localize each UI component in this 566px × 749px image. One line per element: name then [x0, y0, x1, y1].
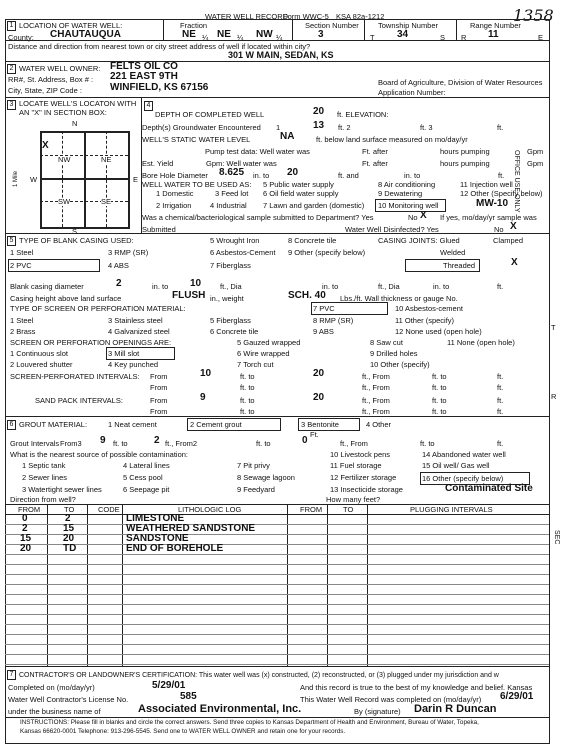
business-label: under the business name of	[8, 707, 101, 716]
depth-value: 20	[313, 106, 325, 117]
license-label: Water Well Contractor's License No.	[8, 695, 129, 704]
src-feedyard: 9 Feedyard	[237, 485, 275, 494]
casing-weight-label: in., weight	[210, 294, 244, 303]
casing-height: FLUSH	[172, 290, 206, 301]
locate-label-2: AN "X" IN SECTION BOX:	[19, 108, 107, 117]
log-header-from: FROM	[18, 505, 41, 514]
side-t: T	[551, 323, 556, 332]
form-number: Form WWC-5	[283, 12, 329, 21]
casing-diameter-label: Blank casing diameter	[10, 282, 84, 291]
bore-diameter: 8.625	[219, 167, 245, 178]
src-fertilizer: 12 Fertilizer storage	[330, 473, 397, 482]
sand-from-value: 9	[200, 392, 206, 403]
src-abandoned: 14 Abandoned water well	[422, 450, 506, 459]
use-public-supply: 5 Public water supply	[263, 180, 334, 189]
log-row-3-from: 15	[20, 533, 32, 544]
quarter-3-frac: ¼	[276, 33, 283, 42]
log-rule-line	[5, 544, 549, 545]
screen-fiberglass: 5 Fiberglass	[210, 316, 251, 325]
screen-galvanized: 4 Galvanized steel	[108, 327, 170, 336]
chem-no: No	[408, 213, 418, 222]
log-rule-line	[5, 524, 549, 525]
use-domestic: 1 Domestic	[156, 189, 194, 198]
use-feed-lot: 3 Feed lot	[215, 189, 249, 198]
chem-if-yes: If yes, mo/day/yr sample was	[440, 213, 537, 222]
log-row-1-to: 2	[65, 513, 71, 524]
township-t: T	[370, 33, 375, 42]
one-mile-label: 1 Mile	[13, 170, 20, 188]
quadrant-nw: NW	[58, 155, 71, 164]
grout-to2-value: 0	[302, 435, 308, 446]
casing-rmp: 3 RMP (SR)	[108, 248, 149, 257]
contamination-label: What is the nearest source of possible contamination:	[10, 450, 189, 459]
owner-address: 221 EAST 9TH	[110, 71, 178, 82]
screen-intervals-label: SCREEN-PERFORATED INTERVALS:	[10, 372, 140, 381]
log-header-to: TO	[64, 505, 75, 514]
casing-in-to-3: in. to	[433, 282, 450, 291]
county-value: CHAUTAUQUA	[50, 29, 121, 40]
sand-to-value: 20	[313, 392, 325, 403]
section-2-number: 2	[7, 64, 16, 74]
sand2-ft-to-2: ft. to	[432, 407, 447, 416]
log-row-2-lithology: WEATHERED SANDSTONE	[126, 523, 256, 534]
casing-ft-dia: ft., Dia	[220, 282, 242, 291]
joint-threaded: Threaded	[443, 261, 476, 270]
depth-label: DEPTH OF COMPLETED WELL	[155, 110, 265, 119]
section-6-number: 6	[7, 420, 16, 430]
log-row-4-to: TD	[63, 543, 77, 554]
groundwater-1-num: 1	[276, 123, 281, 132]
section-1-number: 1	[7, 21, 16, 31]
location-x-mark: X	[42, 140, 49, 151]
grout-bentonite: 3 Bentonite	[301, 420, 339, 429]
log-rule-line	[5, 554, 549, 555]
bore-ft-and: ft. and	[338, 171, 359, 180]
locate-label-1: LOCATE WELL'S LOCATON WITH	[19, 99, 137, 108]
use-irrigation: 2 Irrigation	[156, 201, 192, 210]
log-row-1-from: 0	[22, 513, 28, 524]
log-row-1-lithology: LIMESTONE	[126, 513, 185, 524]
opening-drilled: 9 Drilled holes	[370, 349, 418, 358]
casing-fiberglass: 7 Fiberglass	[210, 261, 251, 270]
township-number: 34	[397, 29, 409, 40]
true-text: And this record is true to the best of my knowledge and belief. Kansas	[300, 683, 533, 692]
record-completed-label: This Water Well Record was completed on (mo/day/yr)	[300, 695, 482, 704]
city-label: City, State, ZIP Code :	[8, 86, 82, 95]
sand2-ft: ft.	[497, 407, 504, 416]
office-use-only-label: OFFICE USE ONLY	[513, 150, 520, 213]
spi-ft-from: ft., From	[362, 372, 390, 381]
screen-rmp: 8 RMP (SR)	[313, 316, 354, 325]
screen-asbestos: 10 Asbestos-cement	[395, 304, 463, 313]
township-label: Township Number	[378, 21, 439, 30]
board-label: Board of Agriculture, Division of Water Resources	[378, 78, 543, 87]
opening-none: 11 None (open hole)	[447, 338, 515, 347]
grout-from2: ft., From2	[165, 439, 198, 448]
joint-clamped: Clamped	[493, 236, 524, 245]
grout-intervals-label: Grout Intervals	[10, 439, 60, 448]
casing-asbestos: 6 Asbestos-Cement	[210, 248, 276, 257]
log-rule-line	[5, 624, 549, 625]
range-number: 11	[488, 29, 499, 40]
grout-cement-grout: 2 Cement grout	[190, 420, 242, 429]
instructions-line-2: Kansas 66620-0001 Telephone: 913-296-5545. Send one to WATER WELL OWNER and retain one for your records.	[20, 728, 346, 735]
src-insecticide: 13 Insecticide storage	[330, 485, 403, 494]
record-completed-date: 6/29/01	[500, 691, 534, 702]
casing-diameter: 2	[116, 278, 122, 289]
completed-date: 5/29/01	[152, 680, 186, 691]
section-5-number: 5	[7, 236, 16, 246]
src-sewage-lagoon: 8 Sewage lagoon	[237, 473, 295, 482]
casing-depth: 10	[190, 278, 202, 289]
sand2-from: From	[150, 407, 168, 416]
sand-ft-from: ft., From	[362, 396, 390, 405]
owner-name: FELTS OIL CO	[110, 61, 178, 72]
casing-lbs: Lbs./ft. Wall thickness or gauge No.	[340, 294, 458, 303]
src-septic: 1 Septic tank	[22, 461, 66, 470]
compass-w: W	[30, 175, 38, 184]
threaded-mark: X	[511, 257, 518, 268]
grout-neat-cement: 1 Neat cement	[108, 420, 157, 429]
range-label: Range Number	[470, 21, 521, 30]
quadrant-se: SE	[101, 197, 112, 206]
sand2-ft-to: ft. to	[240, 407, 255, 416]
disinfected-mark: X	[510, 221, 517, 232]
use-industrial: 4 Industrial	[210, 201, 247, 210]
screen-brass: 2 Brass	[10, 327, 36, 336]
compass-e: E	[133, 175, 139, 184]
yield-hours: hours pumping	[440, 159, 490, 168]
section-3-number: 3	[7, 100, 16, 110]
sand-ft: ft.	[497, 396, 504, 405]
how-many-feet-label: How many feet?	[326, 495, 381, 504]
log-header-code: CODE	[98, 505, 120, 514]
static-level-value: NA	[280, 131, 295, 142]
use-air-conditioning: 8 Air conditioning	[378, 180, 436, 189]
address-label: RR#, St. Address, Box # :	[8, 75, 94, 84]
spi-ft-to-2: ft. to	[432, 372, 447, 381]
pump-gpm: Gpm	[527, 147, 544, 156]
spi-ft-to: ft. to	[240, 372, 255, 381]
screen-stainless: 3 Stainless steel	[108, 316, 163, 325]
compass-n: N	[72, 119, 78, 128]
log-rule-line	[5, 654, 549, 655]
log-rule-line	[5, 534, 549, 535]
log-row-4-from: 20	[20, 543, 32, 554]
grout-from-value: 9	[100, 435, 106, 446]
screen-abs: 9 ABS	[313, 327, 334, 336]
grout-label: GROUT MATERIAL:	[19, 420, 88, 429]
use-injection-well: 11 Injection well	[460, 180, 513, 189]
county-label: County:	[8, 33, 34, 42]
src-fuel: 11 Fuel storage	[330, 461, 382, 470]
opening-other: 10 Other (specify)	[370, 360, 430, 369]
src-seepage: 6 Seepage pit	[123, 485, 170, 494]
log-row-2-to: 15	[63, 523, 75, 534]
submitted-label: Submitted	[142, 225, 176, 234]
log-header-lithology: LITHOLOGIC LOG	[178, 505, 242, 514]
openings-label: SCREEN OR PERFORATION OPENINGS ARE:	[10, 338, 172, 347]
log-rule-line	[5, 614, 549, 615]
spi-from-value: 10	[200, 368, 212, 379]
casing-height-label: Casing height above land surface	[10, 294, 122, 303]
screen-concrete: 6 Concrete tile	[210, 327, 259, 336]
plug-header-from: FROM	[300, 505, 323, 514]
direction-label: Direction from well?	[10, 495, 76, 504]
static-level-text: ft. below land surface measured on mo/day/yr	[316, 135, 468, 144]
disinfected-no: No	[494, 225, 504, 234]
signer-name: Darin R Duncan	[414, 703, 497, 715]
opening-gauzed: 5 Gauzed wrapped	[237, 338, 301, 347]
grout-ft: ft.	[497, 439, 504, 448]
opening-wire-wrapped: 6 Wire wrapped	[237, 349, 290, 358]
log-rule-line	[5, 604, 549, 605]
quarter-2-frac: ¼	[237, 33, 244, 42]
log-row-3-to: 20	[63, 533, 75, 544]
grout-to-value: 2	[154, 435, 160, 446]
groundwater-3: ft. 3	[420, 123, 433, 132]
instructions-line-1: INSTRUCTIONS: Please fill in blanks and circle the correct answers. Send three copies to Kansas Department of Health and Environment, Bureau of Water, Topeka,	[20, 719, 479, 726]
casing-other: 9 Other (specify below)	[288, 248, 366, 257]
township-s: S	[440, 33, 446, 42]
src-cess-pool: 5 Cess pool	[123, 473, 163, 482]
grout-other: 4 Other	[366, 420, 392, 429]
opening-saw-cut: 8 Saw cut	[370, 338, 403, 347]
spi2-ft-from: ft., From	[362, 383, 390, 392]
casing-steel: 1 Steel	[10, 248, 34, 257]
business-name: Associated Environmental, Inc.	[138, 703, 302, 715]
groundwater-label: Depth(s) Groundwater Encountered	[142, 123, 261, 132]
pump-hours: hours pumping	[440, 147, 490, 156]
casing-ft: ft.	[497, 282, 504, 291]
use-dewatering: 9 Dewatering	[378, 189, 423, 198]
range-e: E	[538, 33, 544, 42]
quarter-2: NE	[217, 29, 231, 40]
opening-torch-cut: 7 Torch cut	[237, 360, 274, 369]
log-rule-line	[5, 574, 549, 575]
use-monitoring-well: 10 Monitoring well	[378, 201, 439, 210]
spi-ft: ft.	[497, 372, 504, 381]
pump-ft-after: Ft. after	[362, 147, 388, 156]
quadrant-ne: NE	[101, 155, 112, 164]
casing-concrete-tile: 8 Concrete tile	[288, 236, 337, 245]
well-address: 301 W MAIN, SEDAN, KS	[228, 50, 334, 60]
side-r: R	[551, 392, 557, 401]
fraction-label: Fraction	[180, 21, 208, 30]
screen-steel: 1 Steel	[10, 316, 34, 325]
quarter-1: NE	[182, 29, 196, 40]
use-oil-field: 6 Oil field water supply	[263, 189, 339, 198]
signature-label: By (signature)	[354, 707, 401, 716]
chem-no-mark: X	[420, 210, 427, 221]
owner-label: WATER WELL OWNER:	[19, 64, 101, 73]
bore-ft: ft.	[498, 171, 505, 180]
elevation-label: ft. ELEVATION:	[337, 110, 389, 119]
grout-ft-to: ft. to	[113, 439, 128, 448]
spi2-ft-to: ft. to	[240, 383, 255, 392]
owner-city: WINFIELD, KS 67156	[110, 82, 209, 93]
casing-abs: 4 ABS	[108, 261, 129, 270]
plug-header-intervals: PLUGGING INTERVALS	[410, 505, 493, 514]
contaminated-site: Contaminated Site	[445, 483, 533, 494]
log-row-2-from: 2	[22, 523, 28, 534]
form-ksa: KSA 82a-1212	[336, 12, 385, 21]
screen-none: 12 None used (open hole)	[395, 327, 482, 336]
opening-louvered: 2 Louvered shutter	[10, 360, 73, 369]
location-label: LOCATION OF WATER WELL:	[19, 21, 123, 30]
license-number: 585	[180, 691, 197, 702]
use-other: 12 Other (Specify below)	[460, 189, 543, 198]
pump-test-label: Pump test data: Well water was	[205, 147, 310, 156]
casing-type-label: TYPE OF BLANK CASING USED:	[19, 236, 134, 245]
static-level-label: WELL'S STATIC WATER LEVEL	[142, 135, 251, 144]
chem-sample-label: Was a chemical/bacteriological sample submitted to Department? Yes	[142, 213, 374, 222]
spi2-ft-to-2: ft. to	[432, 383, 447, 392]
spi2-ft: ft.	[497, 383, 504, 392]
quadrant-sw: SW	[58, 197, 71, 206]
section-4-number: 4	[144, 101, 153, 111]
src-pit-privy: 7 Pit privy	[237, 461, 270, 470]
casing-ft-dia-2: ft., Dia	[378, 282, 400, 291]
section-number-label: Section Number	[305, 21, 359, 30]
src-oil-gas: 15 Oil well/ Gas well	[422, 461, 490, 470]
grout-from3: From3	[60, 439, 82, 448]
yield-label: Est. Yield	[142, 159, 174, 168]
src-lateral: 4 Lateral lines	[123, 461, 170, 470]
spi2-from: From	[150, 383, 168, 392]
disinfected-label: Water Well Disinfected? Yes	[345, 225, 439, 234]
log-rule-line	[5, 644, 549, 645]
grout-ft-wrap: Ft.	[310, 430, 319, 439]
src-sewer: 2 Sewer lines	[22, 473, 68, 482]
use-lawn-garden: 7 Lawn and garden (domestic)	[263, 201, 365, 210]
compass-s: S	[72, 227, 78, 236]
casing-weight: SCH. 40	[288, 290, 326, 301]
opening-continuous-slot: 1 Continuous slot	[10, 349, 68, 358]
grout-ft-to-2: ft. to	[256, 439, 271, 448]
screen-other: 11 Other (specify)	[395, 316, 455, 325]
grout-from: ft., From	[340, 439, 368, 448]
groundwater-depth: 13	[313, 120, 325, 131]
distance-label: Distance and direction from nearest town or city street address of well if located within city?	[8, 42, 311, 51]
application-number-label: Application Number:	[378, 88, 446, 97]
sand-ft-to-2: ft. to	[432, 396, 447, 405]
log-row-4-lithology: END OF BOREHOLE	[126, 543, 224, 554]
use-label: WELL WATER TO BE USED AS:	[142, 180, 252, 189]
log-rule-line	[5, 594, 549, 595]
completed-label: Completed on (mo/day/yr)	[8, 683, 95, 692]
screen-pvc: 7 PVC	[313, 304, 335, 313]
quarter-3: NW	[256, 29, 273, 40]
yield-gpm-text: Gpm: Well water was	[206, 159, 277, 168]
certification-text: CONTRACTOR'S OR LANDOWNER'S CERTIFICATION: This water well was (x) constructed, (2) reconstructed, or (3) plugged under my jurisdiction and w	[19, 672, 499, 679]
casing-wrought-iron: 5 Wrought Iron	[210, 236, 260, 245]
opening-mill-slot: 3 Mill slot	[108, 349, 140, 358]
spi-from: From	[150, 372, 168, 381]
log-row-3-lithology: SANDSTONE	[126, 533, 189, 544]
form-title: WATER WELL RECORD	[205, 12, 289, 21]
log-rule-line	[5, 564, 549, 565]
spi-to-value: 20	[313, 368, 325, 379]
bore-in-to: in. to	[253, 171, 270, 180]
sand-pack-label: SAND PACK INTERVALS:	[35, 396, 123, 405]
section-number: 3	[318, 29, 324, 40]
monitoring-well-id: MW-10	[476, 198, 509, 209]
casing-pvc: 2 PVC	[10, 261, 32, 270]
casing-in-to-2: in. to	[322, 282, 339, 291]
bore-label: Bore Hole Diameter	[142, 171, 208, 180]
yield-ft-after: Ft. after	[362, 159, 388, 168]
side-sec: SEC	[553, 530, 560, 545]
joint-welded: Welded	[440, 248, 466, 257]
groundwater-ft: ft.	[497, 123, 504, 132]
sand-ft-to: ft. to	[240, 396, 255, 405]
sand-from: From	[150, 396, 168, 405]
section-7-number: 7	[7, 670, 16, 680]
src-watertight: 3 Watertight sewer lines	[22, 485, 102, 494]
log-rule-line	[5, 634, 549, 635]
casing-joints-label: CASING JOINTS: Glued	[378, 236, 460, 245]
bore-in-to-2: in. to	[404, 171, 421, 180]
yield-gpm: Gpm	[527, 159, 544, 168]
groundwater-2: ft. 2	[338, 123, 351, 132]
plug-header-to: TO	[343, 505, 354, 514]
log-rule-line	[5, 664, 549, 665]
log-rule-line	[5, 584, 549, 585]
src-livestock: 10 Livestock pens	[330, 450, 391, 459]
bore-depth: 20	[287, 167, 299, 178]
quarter-1-frac: ¼	[202, 33, 209, 42]
range-r: R	[461, 33, 467, 42]
src-other: 16 Other (specify below)	[422, 474, 504, 483]
screen-type-label: TYPE OF SCREEN OR PERFORATION MATERIAL:	[10, 304, 186, 313]
casing-in-to: in. to	[152, 282, 169, 291]
sand2-ft-from: ft., From	[362, 407, 390, 416]
handwritten-number: 1358	[513, 6, 554, 25]
opening-key-punched: 4 Key punched	[108, 360, 159, 369]
grout-ft-to-3: ft. to	[420, 439, 435, 448]
